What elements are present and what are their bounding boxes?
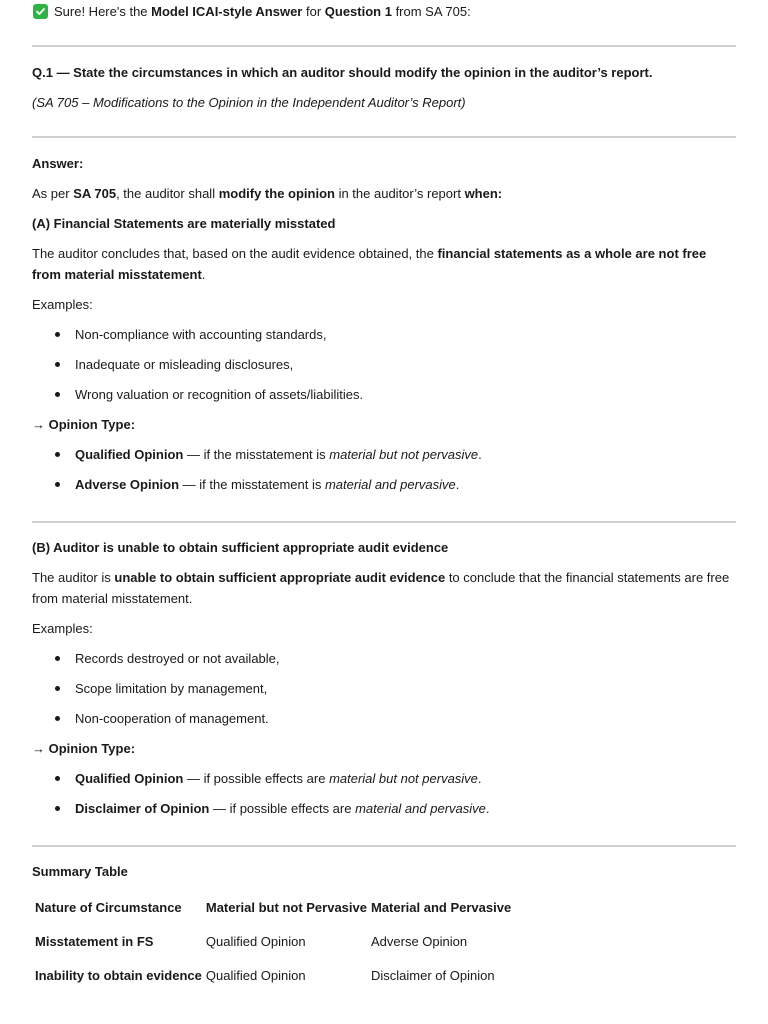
list-item: Qualified Opinion — if the misstatement is material but not pervasive. — [32, 444, 736, 474]
list-item: Inadequate or misleading disclosures, — [32, 354, 736, 384]
section-b-text: The auditor is unable to obtain sufficient appropriate audit evidence to conclude that the financial statements are free from material misstatement. — [32, 570, 730, 606]
section-a-text: The auditor concludes that, based on the audit evidence obtained, the financial statements as a whole are not free from material misstatement. — [32, 246, 707, 282]
table-header-cell: Nature of Circumstance — [35, 899, 182, 915]
table-header-cell: Material and Pervasive — [371, 899, 512, 915]
summary-table — [33, 890, 513, 992]
question-reference: (SA 705 – Modifications to the Opinion in the Independent Auditor’s Report) — [32, 95, 466, 110]
table-cell: Disclaimer of Opinion — [371, 967, 495, 983]
divider — [32, 45, 736, 47]
section-a-opinion-label: → Opinion Type: — [32, 417, 136, 432]
section-b-opinions — [32, 768, 736, 828]
divider — [32, 845, 736, 847]
table-cell: Qualified Opinion — [205, 933, 306, 949]
list-item: Qualified Opinion — if possible effects are material but not pervasive. — [32, 768, 736, 798]
list-item: Non-compliance with accounting standards, — [32, 324, 736, 354]
section-a-examples — [32, 324, 736, 414]
table-cell: Adverse Opinion — [371, 933, 468, 949]
answer-lead: As per SA 705, the auditor shall modify the opinion in the auditor’s report when: — [32, 186, 503, 201]
divider — [32, 136, 736, 138]
section-b-examples-label: Examples: — [32, 621, 93, 636]
question-block — [32, 62, 736, 113]
section-b-block — [32, 537, 736, 828]
list-item: Wrong valuation or recognition of assets/liabilities. — [32, 384, 736, 414]
answer-block — [32, 153, 736, 504]
intro-line — [33, 1, 471, 22]
list-item: Adverse Opinion — if the misstatement is material and pervasive. — [32, 474, 736, 504]
table-cell: Misstatement in FS — [35, 933, 154, 949]
list-item: Disclaimer of Opinion — if possible effects are material and pervasive. — [32, 798, 736, 828]
table-header-cell: Material but not Pervasive — [205, 899, 367, 915]
check-box-icon — [33, 4, 48, 19]
intro-text: Sure! Here's the Model ICAI-style Answer for Question 1 from SA 705: — [54, 4, 471, 19]
table-cell: Inability to obtain evidence — [35, 967, 202, 983]
table-cell: Qualified Opinion — [205, 967, 306, 983]
table-row — [33, 958, 513, 992]
section-a-examples-label: Examples: — [32, 297, 93, 312]
section-a-opinions — [32, 444, 736, 504]
table-header-row — [33, 890, 513, 924]
list-item: Records destroyed or not available, — [32, 648, 736, 678]
summary-title: Summary Table — [32, 864, 128, 879]
section-b-examples — [32, 648, 736, 738]
table-row — [33, 924, 513, 958]
section-a-heading: (A) Financial Statements are materially misstated — [32, 216, 336, 231]
section-b-heading: (B) Auditor is unable to obtain sufficient appropriate audit evidence — [32, 540, 449, 555]
answer-heading: Answer: — [32, 156, 84, 171]
section-b-opinion-label: → Opinion Type: — [32, 741, 136, 756]
divider — [32, 521, 736, 523]
list-item: Non-cooperation of management. — [32, 708, 736, 738]
list-item: Scope limitation by management, — [32, 678, 736, 708]
question-title: Q.1 — State the circumstances in which an auditor should modify the opinion in the auditor’s report. — [32, 65, 653, 80]
summary-block — [32, 861, 736, 992]
